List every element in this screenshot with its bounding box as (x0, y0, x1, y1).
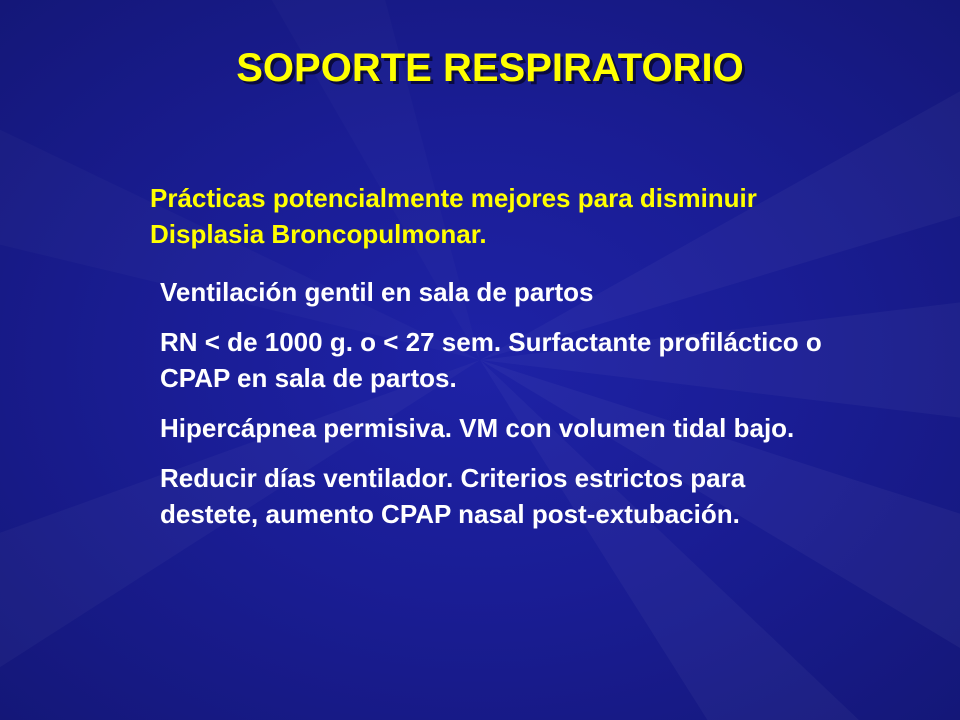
bullet-item: RN < de 1000 g. o < 27 sem. Surfactante profiláctico o CPAP en sala de partos. (160, 327, 822, 393)
bullet-list (160, 274, 850, 546)
slide-title: SOPORTE RESPIRATORIO (236, 46, 744, 90)
bullet-item: Hipercápnea permisiva. VM con volumen tidal bajo. (160, 413, 795, 443)
section-heading: Prácticas potencialmente mejores para disminuir Displasia Broncopulmonar. (150, 183, 757, 249)
bullet-item: Ventilación gentil en sala de partos (160, 277, 594, 307)
bullet-item: Reducir días ventilador. Criterios estrictos para destete, aumento CPAP nasal post-extubación. (160, 463, 746, 529)
